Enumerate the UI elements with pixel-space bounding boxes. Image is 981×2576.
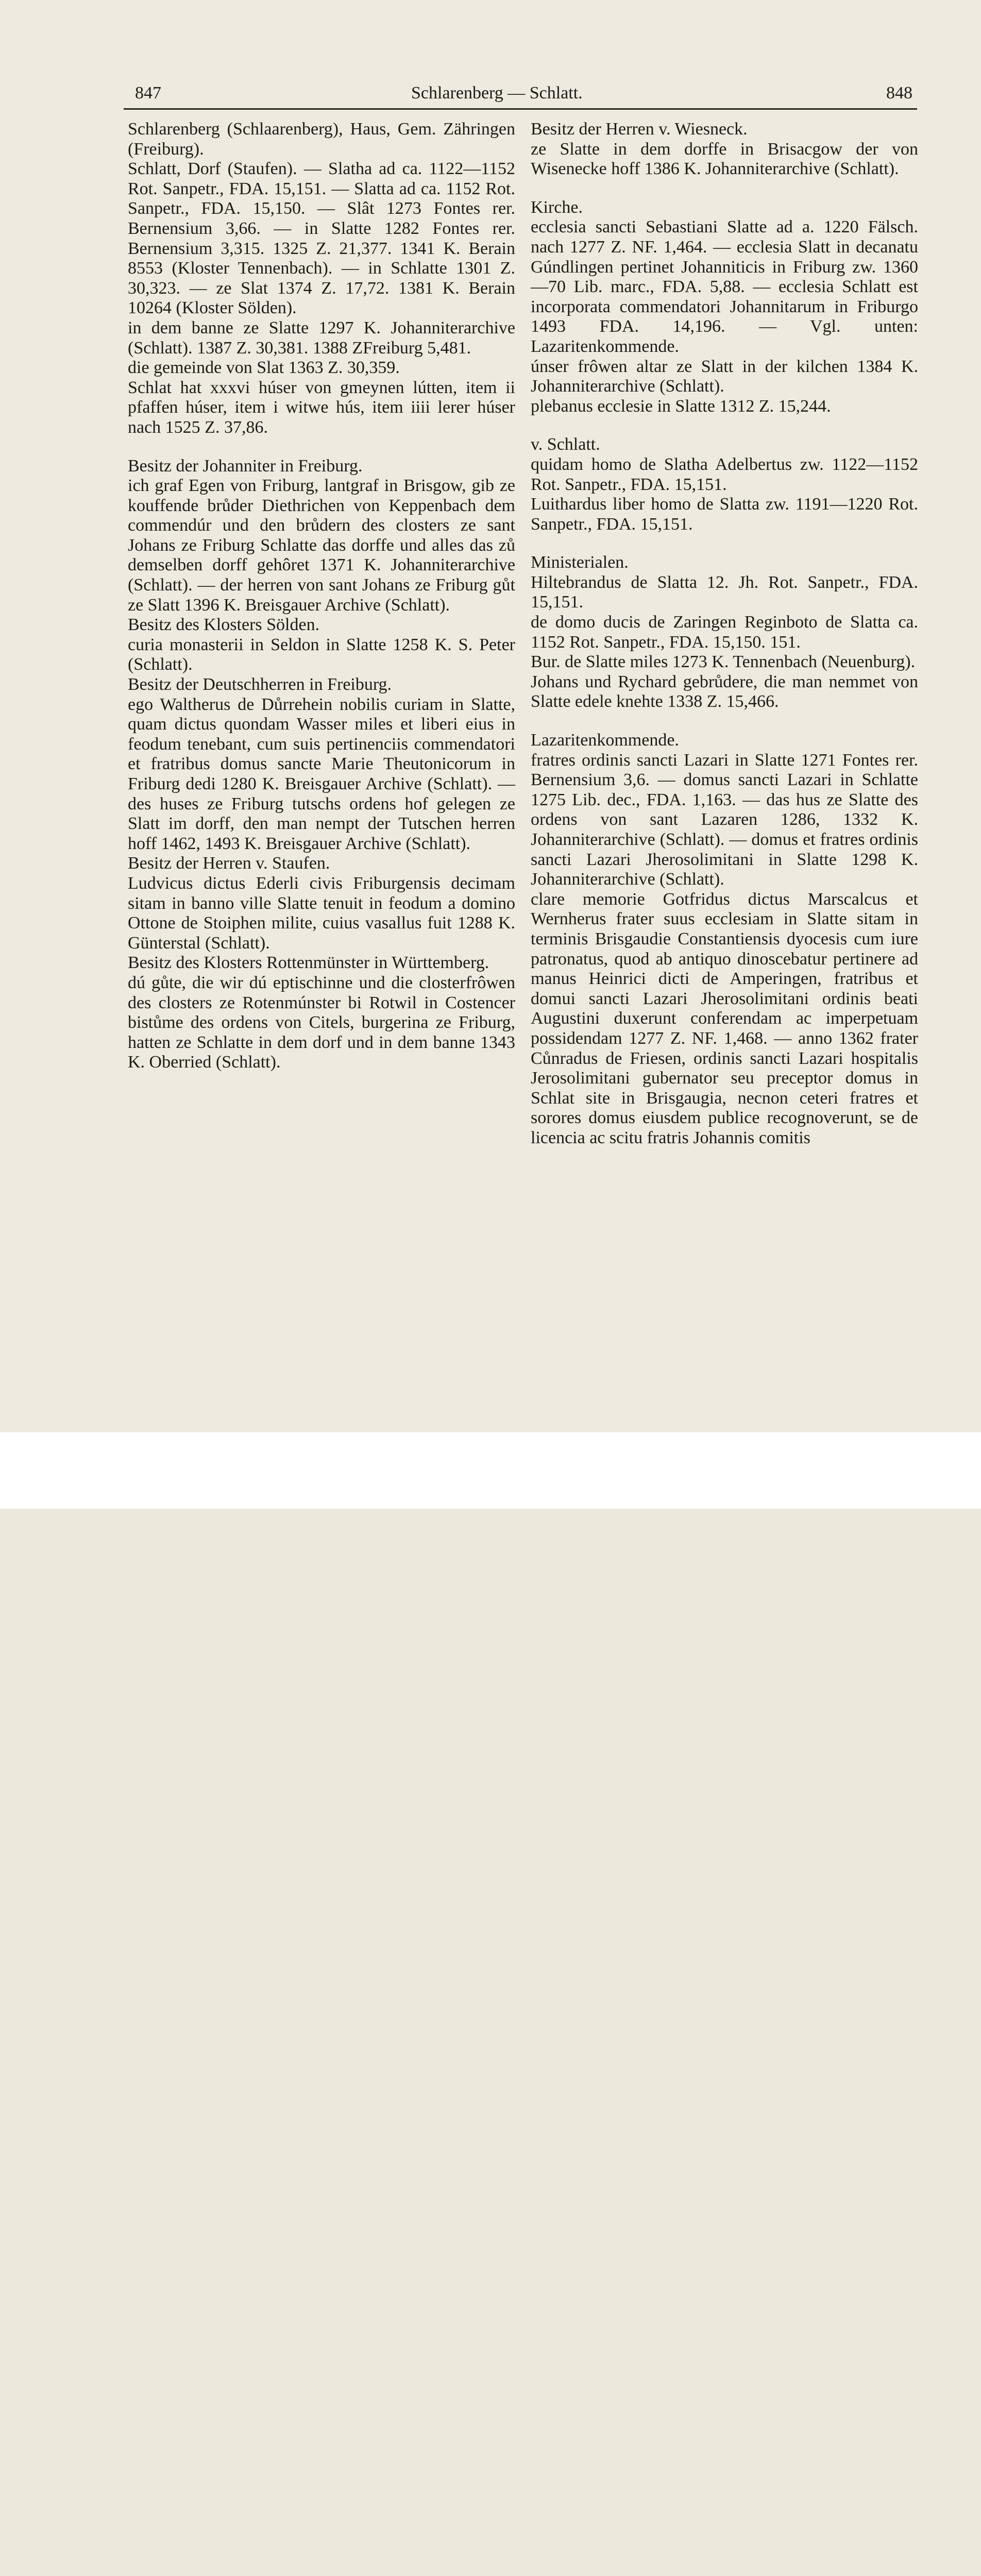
text-paragraph: Besitz der Deutschherren in Freiburg. [128,675,392,694]
text-paragraph: die gemeinde von Slat 1363 Z. 30,359. [128,358,400,378]
text-paragraph: Schlatt, Dorf (Staufen). — Slatha ad ca. 1122—1152 Rot. Sanpetr., FDA. 15,151. — Slatta ad ca. 1152 Rot. Sanpetr., FDA. 15,150. — Slât 1273 Fontes rer. Bernensium 3,66. — in Slatte 1282 Fontes rer. Bernensium 3,315. 1325 Z. 21,377. 1341 K. Berain 8553 (Kloster Tennenbach). — in Schlatte 1301 Z. 30,323. — ze Slat 1374 Z. 17,72. 1381 K. Berain 10264 (Kloster Sölden). [128,159,515,318]
text-paragraph: Kirche. [531,197,583,217]
right-page-number: 848 [886,83,912,103]
section-gap [531,416,918,435]
text-paragraph: in dem banne ze Slatte 1297 K. Johanniterarchive (Schlatt). 1387 Z. 30,381. 1388 ZFreiburg 5,481. [128,318,515,358]
text-paragraph: Bur. de Slatte miles 1273 K. Tennenbach (Neuenburg). [531,652,916,672]
text-paragraph: Hiltebrandus de Slatta 12. Jh. Rot. Sanpetr., FDA. 15,151. [531,572,918,612]
text-paragraph: Schlarenberg (Schlaarenberg), Haus, Gem. Zähringen (Freiburg). [128,120,515,159]
text-paragraph: dú gůte, die wir dú eptischinne und die closterfrôwen des closters ze Rotenmúnster bi Rotwil in Costencer bistůme des ordens von Citels, burgerina ze Friburg, hatten ze Schlatte in dem dorf und in dem banne 1343 K. Oberried (Schlatt). [128,973,515,1072]
left-column [128,120,515,1073]
text-paragraph: v. Schlatt. [531,435,600,454]
section-gap [531,712,918,731]
right-column [531,120,918,1148]
section-gap [128,438,515,456]
text-paragraph: ego Waltherus de Důrrehein nobilis curiam in Slatte, quam dictus quondam Wasser miles et liberi eius in feodum tenebant, cum suis pertinenciis commendatori et fratribus domus sancte Marie Theutonicorum in Friburg dedi 1280 K. Breisgauer Archive (Schlatt). — des huses ze Friburg tutschs ordens hof gelegen ze Slatt im dorff, den man nempt der Tutschen herren hoff 1462, 1493 K. Breisgauer Archive (Schlatt). [128,694,515,853]
text-paragraph: Lazaritenkommende. [531,731,679,750]
text-paragraph: ich graf Egen von Friburg, lantgraf in Brisgow, gib ze kouffende brůder Diethrichen von Keppenbach dem commendúr und den brůdern des closters ze sant Johans ze Friburg Schlatte das dorffe und alles das zů demselben dorff gehôret 1371 K. Johanniterarchive (Schlatt). — der herren von sant Johans ze Friburg gůt ze Slatt 1396 K. Breisgauer Archive (Schlatt). [128,476,515,615]
text-paragraph: de domo ducis de Zaringen Reginboto de Slatta ca. 1152 Rot. Sanpetr., FDA. 15,150. 151. [531,613,918,652]
text-paragraph: Besitz der Herren v. Wiesneck. [531,120,748,139]
text-paragraph: curia monasterii in Seldon in Slatte 1258 K. S. Peter (Schlatt). [128,635,515,674]
text-paragraph: fratres ordinis sancti Lazari in Slatte 1271 Fontes rer. Bernensium 3,6. — domus sancti Lazari in Schlatte 1275 Lib. dec., FDA. 1,163. — das hus ze Slatte des ordens von sant Lazaren 1286, 1332 K. Johanniterarchive (Schlatt). — domus et fratres ordinis sancti Lazari Jherosolimitani in Slatte 1298 K. Johanniterarchive (Schlatt). [531,750,918,889]
footer-bar [0,1432,981,1509]
text-paragraph: quidam homo de Slatha Adelbertus zw. 1122—1152 Rot. Sanpetr., FDA. 15,151. [531,454,918,494]
text-paragraph: Ministerialen. [531,553,629,572]
text-paragraph: Besitz des Klosters Rottenmünster in Württemberg. [128,953,489,973]
text-paragraph: ze Slatte in dem dorffe in Brisacgow der von Wisenecke hoff 1386 K. Johanniterarchive (Schlatt). [531,139,918,179]
text-paragraph: Besitz der Johanniter in Freiburg. [128,456,363,476]
text-paragraph: Besitz des Klosters Sölden. [128,615,320,635]
text-paragraph: plebanus ecclesie in Slatte 1312 Z. 15,244. [531,396,831,416]
text-paragraph: Luithardus liber homo de Slatta zw. 1191—1220 Rot. Sanpetr., FDA. 15,151. [531,495,918,534]
text-paragraph: Johans und Rychard gebrůdere, die man nemmet von Slatte edele knehte 1338 Z. 15,466. [531,672,918,711]
running-title: Schlarenberg — Schlatt. [411,83,583,103]
header-rule [124,108,917,110]
text-paragraph: únser frôwen altar ze Slatt in der kilchen 1384 K. Johanniterarchive (Schlatt). [531,357,918,396]
text-paragraph: Schlat hat xxxvi húser von gmeynen lútten, item ii pfaffen húser, item i witwe hús, item iiii lerer húser nach 1525 Z. 37,86. [128,378,515,437]
text-paragraph: ecclesia sancti Sebastiani Slatte ad a. 1220 Fälsch. nach 1277 Z. NF. 1,464. — ecclesia Slatt in decanatu Gúndlingen pertinet Johanniticis in Friburg zw. 1360—70 Lib. marc., FDA. 5,88. — ecclesia Schlatt est incorporata commendatori Johannitarum in Friburgo 1493 FDA. 14,196. — Vgl. unten: Lazaritenkommende. [531,217,918,356]
section-gap [531,179,918,198]
text-paragraph: Ludvicus dictus Ederli civis Friburgensis decimam sitam in banno ville Slatte tenuit in feodum a domino Ottone de Stoiphen milite, cuius vasallus fuit 1288 K. Günterstal (Schlatt). [128,873,515,953]
text-paragraph: Besitz der Herren v. Staufen. [128,854,330,873]
text-paragraph: clare memorie Gotfridus dictus Marscalcus et Wernherus frater suus ecclesiam in Slatte sitam in terminis Brisgaudie Constantiensis dyocesis cum iure patronatus, quod ab antiquo dinoscebatur pertinere ad manus Heinrici dicti de Amperingen, fratribus et domui sancti Lazari Jherosolimitani ordinis beati Augustini duxerunt conferendam ac imperpetuam possidendam 1277 Z. NF. 1,468. — anno 1362 frater Cůnradus de Friesen, ordinis sancti Lazari hospitalis Jerosolimitani gubernator seu preceptor domus in Schlat site in Brisgaugia, necnon ceteri fratres et sorores domus eiusdem publice recognoverunt, se de licencia ac scitu fratris Johannis comitis [531,889,918,1147]
section-gap [531,534,918,553]
left-page-number: 847 [135,83,161,103]
